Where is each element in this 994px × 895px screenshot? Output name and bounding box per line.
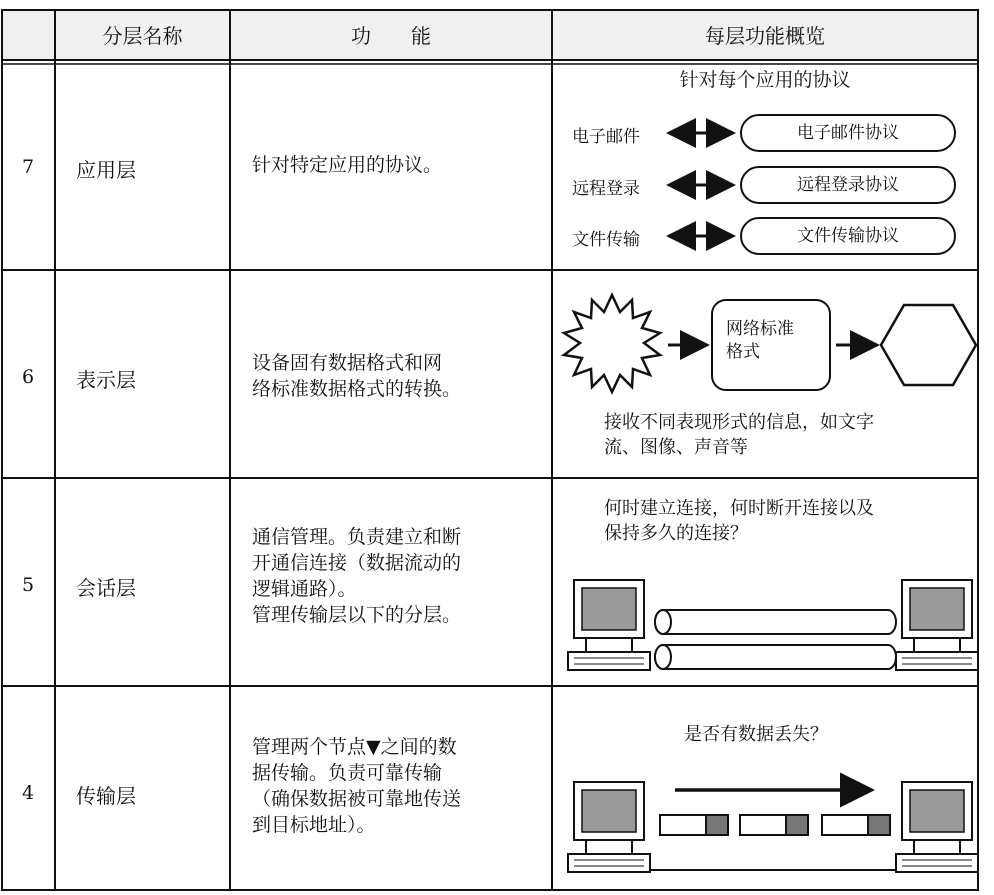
computer-icon xyxy=(568,580,650,670)
double-arrow-icons xyxy=(672,133,730,236)
layer-number: 6 xyxy=(22,366,35,388)
layer-name: 传输层 xyxy=(76,784,136,808)
logical-pipe-icon xyxy=(655,645,896,669)
layer-function: 针对特定应用的协议。 xyxy=(252,154,443,176)
layer-function: 管理两个节点▼之间的数 据传输。负责可靠传输 （确保数据被可靠地传送 到目标地址）。 xyxy=(252,736,462,836)
overview-caption: 针对每个应用的协议 xyxy=(679,69,851,91)
header-function: 功 能 xyxy=(351,24,431,48)
protocol-pill: 电子邮件协议 xyxy=(740,114,956,152)
data-packet-icon xyxy=(822,815,890,835)
data-packet-icon xyxy=(740,815,808,835)
computer-icon xyxy=(896,580,978,670)
header-overview: 每层功能概览 xyxy=(705,24,825,48)
computer-icon xyxy=(568,782,650,872)
data-packet-icon xyxy=(660,815,728,835)
app-label: 远程登录 xyxy=(572,179,640,199)
protocol-pill: 远程登录协议 xyxy=(740,166,956,204)
layer-name: 表示层 xyxy=(76,368,136,392)
layer-function: 通信管理。负责建立和断 开通信连接（数据流动的 逻辑通路）。 管理传输层以下的分层。 xyxy=(252,526,462,626)
logical-pipe-icon xyxy=(655,610,896,634)
overview-caption: 接收不同表现形式的信息，如文字 流、图像、声音等 xyxy=(604,412,874,458)
layer-name: 应用层 xyxy=(76,158,136,182)
protocol-pill: 文件传输协议 xyxy=(740,217,956,255)
app-label: 电子邮件 xyxy=(572,127,640,147)
hexagon-icon xyxy=(881,305,976,385)
starburst-icon xyxy=(564,295,660,392)
format-box-label: 网络标准 格式 xyxy=(726,319,794,362)
layer-number: 7 xyxy=(22,156,35,178)
overview-caption: 是否有数据丢失？ xyxy=(684,724,828,745)
layer-name: 会话层 xyxy=(76,576,136,600)
layer-number: 5 xyxy=(22,574,35,596)
layer-function: 设备固有数据格式和网 络标准数据格式的转换。 xyxy=(252,352,462,400)
layer-number: 4 xyxy=(22,782,35,804)
app-label: 文件传输 xyxy=(572,230,640,250)
header-layer-name: 分层名称 xyxy=(102,24,183,48)
overview-caption: 何时建立连接，何时断开连接以及 保持多久的连接？ xyxy=(604,498,874,544)
computer-icon xyxy=(896,782,978,872)
